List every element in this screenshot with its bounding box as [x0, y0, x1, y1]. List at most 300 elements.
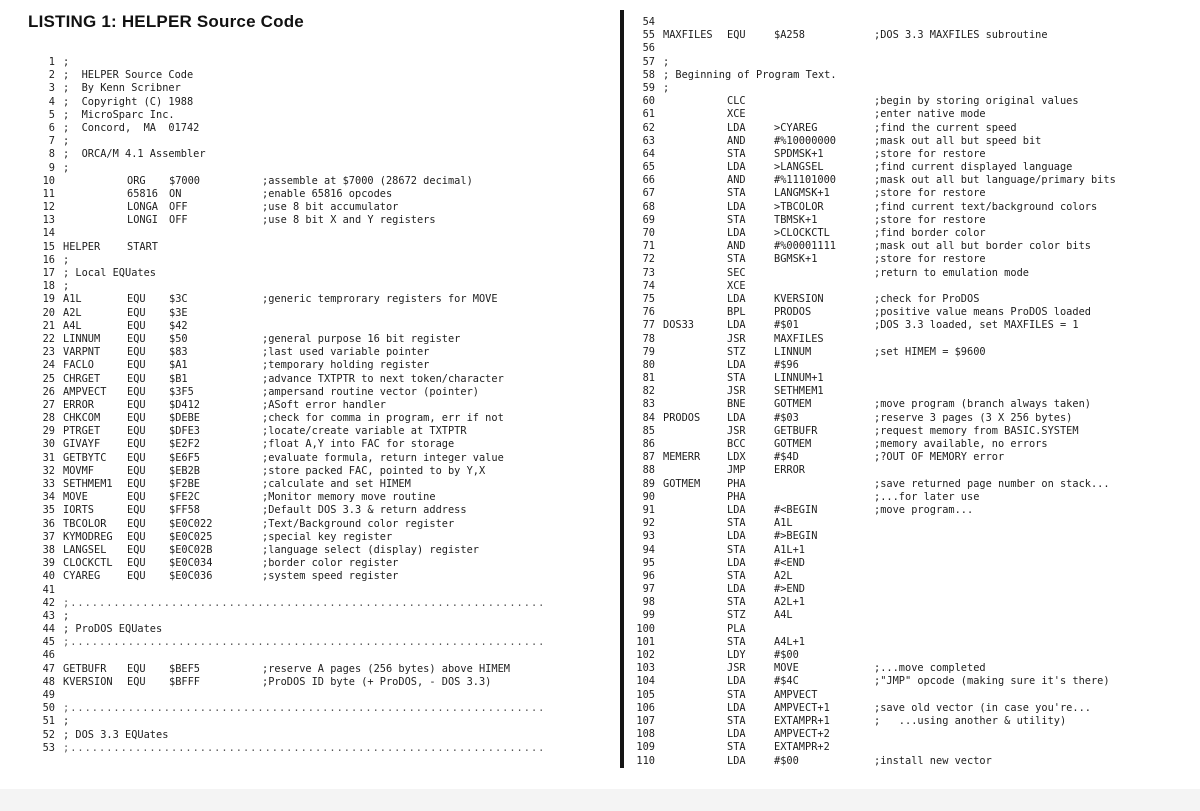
- code-label: MOVMF: [63, 464, 94, 477]
- code-label: FACLO: [63, 359, 94, 372]
- code-line: [630, 649, 1190, 662]
- code-line: [30, 280, 590, 293]
- code-operand: OFF: [169, 201, 188, 214]
- code-operand: $D412: [169, 398, 200, 411]
- code-operand: $DEBE: [169, 412, 200, 425]
- code-operand: ON: [169, 187, 182, 200]
- code-line: [630, 504, 1190, 517]
- line-number: 27: [42, 398, 55, 411]
- line-number: 72: [642, 253, 655, 266]
- line-number: 44: [42, 623, 55, 636]
- code-comment: ;return to emulation mode: [874, 266, 1029, 279]
- comment-text: ;: [663, 55, 670, 68]
- line-number: 1: [48, 56, 55, 68]
- line-number: 69: [642, 213, 655, 226]
- comment-text: ; DOS 3.3 EQUates: [63, 728, 169, 741]
- code-comment: ;locate/create variable at TXTPTR: [262, 425, 467, 438]
- line-number: 9: [48, 161, 55, 174]
- line-number: 12: [42, 201, 55, 214]
- code-opcode: EQU: [127, 543, 146, 556]
- code-label: A1L: [63, 293, 82, 306]
- line-number: 56: [642, 42, 655, 55]
- code-line: [630, 609, 1190, 622]
- code-operand: LANGMSK+1: [774, 187, 830, 200]
- code-label: CHRGET: [63, 372, 101, 385]
- code-operand: AMPVECT: [774, 688, 818, 701]
- code-operand: $BEF5: [169, 662, 200, 675]
- code-operand: BGMSK+1: [774, 253, 818, 266]
- line-number: 79: [642, 345, 655, 358]
- line-number: 13: [42, 214, 55, 227]
- comment-rule: ;..................................................................: [63, 702, 546, 715]
- code-line: [630, 253, 1190, 266]
- code-operand: #$96: [774, 358, 799, 371]
- code-opcode: EQU: [127, 570, 146, 583]
- line-number: 37: [42, 530, 55, 543]
- line-number: 6: [48, 121, 55, 134]
- code-operand: >TBCOLOR: [774, 200, 824, 213]
- code-opcode: PHA: [727, 490, 746, 503]
- code-line: [630, 122, 1190, 135]
- code-operand: OFF: [169, 214, 188, 227]
- code-line: [30, 359, 590, 372]
- code-operand: A1L: [774, 517, 793, 530]
- code-comment: ;use 8 bit X and Y registers: [262, 214, 436, 227]
- code-opcode: LDY: [727, 649, 746, 661]
- code-comment: ;check for ProDOS: [874, 292, 980, 305]
- code-line: [30, 135, 590, 148]
- code-operand: #<BEGIN: [774, 503, 818, 516]
- code-opcode: STA: [727, 688, 746, 701]
- line-number: 62: [642, 121, 655, 134]
- line-number: 73: [642, 266, 655, 279]
- code-operand: $83: [169, 346, 188, 359]
- line-number: 15: [42, 240, 55, 253]
- code-opcode: EQU: [127, 385, 146, 398]
- code-opcode: XCE: [727, 108, 746, 121]
- code-label: PTRGET: [63, 425, 101, 438]
- code-opcode: EQU: [127, 491, 146, 504]
- line-number: 98: [642, 596, 655, 609]
- code-line: [630, 227, 1190, 240]
- line-number: 70: [642, 227, 655, 239]
- line-number: 82: [642, 385, 655, 398]
- code-label: TBCOLOR: [63, 517, 107, 530]
- code-line: [30, 729, 590, 742]
- code-line: [630, 240, 1190, 253]
- code-label: MEMERR: [663, 451, 701, 464]
- code-operand: GOTMEM: [774, 438, 812, 450]
- code-opcode: LDA: [727, 319, 746, 332]
- line-number: 94: [642, 543, 655, 556]
- code-label: GIVAYF: [63, 438, 101, 451]
- code-opcode: LDA: [727, 583, 746, 596]
- code-label: KYMODREG: [63, 530, 113, 543]
- code-line: [30, 162, 590, 175]
- code-opcode: AND: [727, 134, 746, 147]
- line-number: 104: [636, 675, 655, 688]
- line-number: 74: [642, 279, 655, 292]
- line-number: 54: [642, 16, 655, 28]
- code-operand: #$03: [774, 411, 799, 424]
- code-label: HELPER: [63, 240, 101, 253]
- code-opcode: LDA: [727, 227, 746, 239]
- line-number: 47: [42, 662, 55, 675]
- code-operand: A4L+1: [774, 635, 805, 648]
- line-number: 64: [642, 147, 655, 160]
- code-line: [30, 610, 590, 623]
- code-opcode: LDA: [727, 675, 746, 688]
- code-opcode: LDA: [727, 754, 746, 767]
- line-number: 29: [42, 425, 55, 438]
- code-operand: $E2F2: [169, 438, 200, 451]
- code-line: [630, 557, 1190, 570]
- code-opcode: CLC: [727, 95, 746, 108]
- code-line: [630, 530, 1190, 543]
- code-line: [30, 742, 590, 755]
- code-operand: >CLOCKCTL: [774, 227, 830, 239]
- code-label: DOS33: [663, 319, 694, 332]
- code-opcode: JSR: [727, 662, 746, 675]
- code-line: [30, 636, 590, 649]
- code-operand: PRODOS: [774, 306, 812, 319]
- line-number: 45: [42, 636, 55, 649]
- line-number: 76: [642, 306, 655, 319]
- listing-right-column: [630, 16, 1190, 768]
- code-comment: ;store for restore: [874, 147, 986, 160]
- code-operand: $A258: [774, 29, 805, 42]
- code-comment: ;enable 65816 opcodes: [262, 187, 393, 200]
- listing-title: LISTING 1: HELPER Source Code: [28, 12, 304, 31]
- line-number: 52: [42, 728, 55, 741]
- code-line: [30, 122, 590, 135]
- code-line: [630, 385, 1190, 398]
- code-operand: #%11101000: [774, 174, 836, 187]
- comment-rule: ;..................................................................: [63, 636, 546, 649]
- code-opcode: EQU: [127, 438, 146, 451]
- line-number: 90: [642, 490, 655, 503]
- code-opcode: JMP: [727, 464, 746, 477]
- comment-text: ; By Kenn Scribner: [63, 82, 181, 95]
- code-operand: A2L+1: [774, 596, 805, 609]
- line-number: 65: [642, 161, 655, 174]
- code-opcode: PLA: [727, 622, 746, 635]
- code-comment: ;enter native mode: [874, 108, 986, 121]
- line-number: 20: [42, 306, 55, 319]
- code-line: [630, 359, 1190, 372]
- code-operand: $7000: [169, 174, 200, 187]
- code-operand: #>BEGIN: [774, 530, 818, 543]
- code-label: GETBYTC: [63, 451, 107, 464]
- code-operand: A2L: [774, 569, 793, 582]
- code-line: [630, 372, 1190, 385]
- line-number: 30: [42, 438, 55, 451]
- code-operand: SPDMSK+1: [774, 147, 824, 160]
- code-comment: ;find current displayed language: [874, 161, 1073, 174]
- code-line: [630, 412, 1190, 425]
- line-number: 11: [42, 187, 55, 200]
- comment-text: ; ORCA/M 4.1 Assembler: [63, 148, 206, 161]
- line-number: 58: [642, 68, 655, 81]
- code-opcode: LDA: [727, 411, 746, 424]
- code-comment: ;store for restore: [874, 213, 986, 226]
- code-comment: ;begin by storing original values: [874, 95, 1079, 108]
- code-opcode: BNE: [727, 398, 746, 411]
- code-opcode: STA: [727, 569, 746, 582]
- code-operand: $A1: [169, 359, 188, 372]
- code-line: [630, 161, 1190, 174]
- code-opcode: STA: [727, 213, 746, 226]
- code-operand: $3F5: [169, 385, 194, 398]
- line-number: 80: [642, 358, 655, 371]
- comment-text: ;: [663, 81, 670, 94]
- code-comment: ;check for comma in program, err if not: [262, 412, 504, 425]
- line-number: 57: [642, 55, 655, 68]
- code-label: MOVE: [63, 491, 88, 504]
- code-opcode: STA: [727, 253, 746, 266]
- line-number: 19: [42, 293, 55, 306]
- code-comment: ;request memory from BASIC.SYSTEM: [874, 424, 1079, 437]
- line-number: 46: [42, 649, 55, 662]
- code-line: [30, 82, 590, 95]
- code-line: [30, 69, 590, 82]
- code-operand: #$01: [774, 319, 799, 332]
- code-opcode: LONGI: [127, 214, 158, 227]
- code-opcode: PHA: [727, 477, 746, 490]
- line-number: 91: [642, 503, 655, 516]
- line-number: 99: [642, 609, 655, 622]
- code-line: [630, 491, 1190, 504]
- code-line: [630, 346, 1190, 359]
- code-line: [630, 596, 1190, 609]
- code-operand: $EB2B: [169, 464, 200, 477]
- line-number: 16: [42, 253, 55, 266]
- code-comment: ;set HIMEM = $9600: [874, 345, 986, 358]
- line-number: 108: [636, 728, 655, 741]
- code-line: [630, 267, 1190, 280]
- code-line: [30, 518, 590, 531]
- code-operand: $50: [169, 332, 188, 345]
- code-line: [30, 346, 590, 359]
- code-opcode: STA: [727, 714, 746, 727]
- code-comment: ;positive value means ProDOS loaded: [874, 306, 1091, 319]
- code-line: [30, 293, 590, 306]
- code-label: CLOCKCTL: [63, 557, 113, 570]
- code-line: [30, 109, 590, 122]
- code-opcode: ORG: [127, 174, 146, 187]
- line-number: 85: [642, 424, 655, 437]
- line-number: 66: [642, 174, 655, 187]
- code-opcode: LDA: [727, 292, 746, 305]
- code-line: [30, 531, 590, 544]
- code-comment: ;"JMP" opcode (making sure it's there): [874, 675, 1110, 688]
- code-label: SETHMEM1: [63, 478, 113, 490]
- code-operand: $3C: [169, 293, 188, 306]
- code-line: [30, 715, 590, 728]
- code-opcode: JSR: [727, 424, 746, 437]
- code-label: ERROR: [63, 398, 94, 411]
- code-line: [630, 623, 1190, 636]
- code-comment: ;store packed FAC, pointed to by Y,X: [262, 464, 486, 477]
- code-line: [630, 689, 1190, 702]
- code-line: [30, 425, 590, 438]
- line-number: 48: [42, 675, 55, 688]
- code-opcode: STA: [727, 517, 746, 530]
- comment-text: ; MicroSparc Inc.: [63, 108, 175, 121]
- code-opcode: EQU: [127, 517, 146, 530]
- code-comment: ;Default DOS 3.3 & return address: [262, 504, 467, 517]
- code-line: [30, 504, 590, 517]
- code-operand: $E0C02B: [169, 543, 213, 556]
- code-comment: ;border color register: [262, 557, 399, 570]
- line-number: 95: [642, 556, 655, 569]
- line-number: 59: [642, 81, 655, 94]
- comment-text: ;: [63, 715, 70, 728]
- code-line: [30, 188, 590, 201]
- code-comment: ;language select (display) register: [262, 543, 479, 556]
- line-number: 26: [42, 385, 55, 398]
- code-label: CYAREG: [63, 570, 101, 583]
- line-number: 10: [42, 174, 55, 187]
- code-operand: EXTAMPR+1: [774, 714, 830, 727]
- line-number: 3: [48, 82, 55, 95]
- comment-text: ;: [63, 135, 70, 148]
- comment-text: ;: [63, 56, 70, 68]
- comment-text: ;: [63, 253, 70, 266]
- code-opcode: EQU: [127, 451, 146, 464]
- code-opcode: LDA: [727, 358, 746, 371]
- line-number: 5: [48, 108, 55, 121]
- code-operand: #$00: [774, 754, 799, 767]
- code-opcode: EQU: [127, 319, 146, 332]
- code-comment: ;ampersand routine vector (pointer): [262, 385, 479, 398]
- code-operand: $42: [169, 319, 188, 332]
- code-opcode: STA: [727, 372, 746, 385]
- code-opcode: EQU: [127, 478, 146, 490]
- line-number: 88: [642, 464, 655, 477]
- code-opcode: JSR: [727, 385, 746, 398]
- code-operand: $DFE3: [169, 425, 200, 438]
- code-line: [30, 465, 590, 478]
- code-line: [30, 214, 590, 227]
- code-comment: ;special key register: [262, 530, 393, 543]
- code-operand: $E0C025: [169, 530, 213, 543]
- line-number: 33: [42, 478, 55, 490]
- code-label: MAXFILES: [663, 29, 713, 42]
- code-label: VARPNT: [63, 346, 101, 359]
- line-number: 71: [642, 240, 655, 253]
- code-opcode: EQU: [127, 662, 146, 675]
- code-operand: $B1: [169, 372, 188, 385]
- code-operand: $3E: [169, 306, 188, 319]
- line-number: 86: [642, 438, 655, 450]
- code-comment: ;ProDOS ID byte (+ ProDOS, - DOS 3.3): [262, 675, 492, 688]
- line-number: 60: [642, 95, 655, 108]
- code-operand: MOVE: [774, 662, 799, 675]
- code-comment: ;evaluate formula, return integer value: [262, 451, 504, 464]
- code-line: [630, 95, 1190, 108]
- code-label: AMPVECT: [63, 385, 107, 398]
- code-opcode: LDA: [727, 556, 746, 569]
- code-line: [30, 148, 590, 161]
- code-line: [630, 544, 1190, 557]
- code-line: [30, 663, 590, 676]
- code-comment: ;assemble at $7000 (28672 decimal): [262, 174, 473, 187]
- line-number: 83: [642, 398, 655, 411]
- code-line: [30, 702, 590, 715]
- code-operand: SETHMEM1: [774, 385, 824, 398]
- comment-rule: ;..................................................................: [63, 741, 546, 754]
- code-line: [630, 741, 1190, 754]
- code-line: [630, 702, 1190, 715]
- line-number: 23: [42, 346, 55, 359]
- comment-text: ;: [63, 280, 70, 293]
- line-number: 24: [42, 359, 55, 372]
- code-operand: #%10000000: [774, 134, 836, 147]
- code-label: PRODOS: [663, 411, 701, 424]
- line-number: 105: [636, 688, 655, 701]
- code-opcode: STA: [727, 596, 746, 609]
- column-divider: [620, 10, 624, 768]
- line-number: 61: [642, 108, 655, 121]
- code-opcode: LDA: [727, 530, 746, 543]
- code-operand: KVERSION: [774, 292, 824, 305]
- code-line: [630, 715, 1190, 728]
- code-line: [30, 267, 590, 280]
- code-opcode: LDA: [727, 503, 746, 516]
- code-operand: AMPVECT+2: [774, 728, 830, 741]
- code-line: [630, 425, 1190, 438]
- code-opcode: XCE: [727, 279, 746, 292]
- line-number: 35: [42, 504, 55, 517]
- line-number: 55: [642, 29, 655, 42]
- code-line: [630, 306, 1190, 319]
- code-operand: $FE2C: [169, 491, 200, 504]
- code-opcode: STA: [727, 635, 746, 648]
- code-line: [630, 108, 1190, 121]
- code-line: [630, 398, 1190, 411]
- code-opcode: STZ: [727, 345, 746, 358]
- line-number: 32: [42, 464, 55, 477]
- code-line: [630, 135, 1190, 148]
- comment-rule: ;..................................................................: [63, 596, 546, 609]
- comment-text: ;: [63, 609, 70, 622]
- line-number: 87: [642, 451, 655, 464]
- code-operand: #%00001111: [774, 240, 836, 253]
- code-opcode: LDX: [727, 451, 746, 464]
- code-line: [30, 676, 590, 689]
- line-number: 38: [42, 543, 55, 556]
- code-line: [630, 675, 1190, 688]
- code-line: [30, 96, 590, 109]
- line-number: 34: [42, 491, 55, 504]
- code-line: [630, 148, 1190, 161]
- code-line: [630, 636, 1190, 649]
- code-line: [30, 649, 590, 662]
- line-number: 36: [42, 517, 55, 530]
- code-label: LINNUM: [63, 332, 101, 345]
- code-line: [30, 227, 590, 240]
- line-number: 4: [48, 95, 55, 108]
- line-number: 8: [48, 148, 55, 161]
- code-line: [630, 755, 1190, 768]
- code-line: [30, 597, 590, 610]
- line-number: 2: [48, 69, 55, 82]
- code-opcode: EQU: [727, 29, 746, 42]
- code-line: [30, 557, 590, 570]
- line-number: 92: [642, 517, 655, 530]
- code-line: [630, 201, 1190, 214]
